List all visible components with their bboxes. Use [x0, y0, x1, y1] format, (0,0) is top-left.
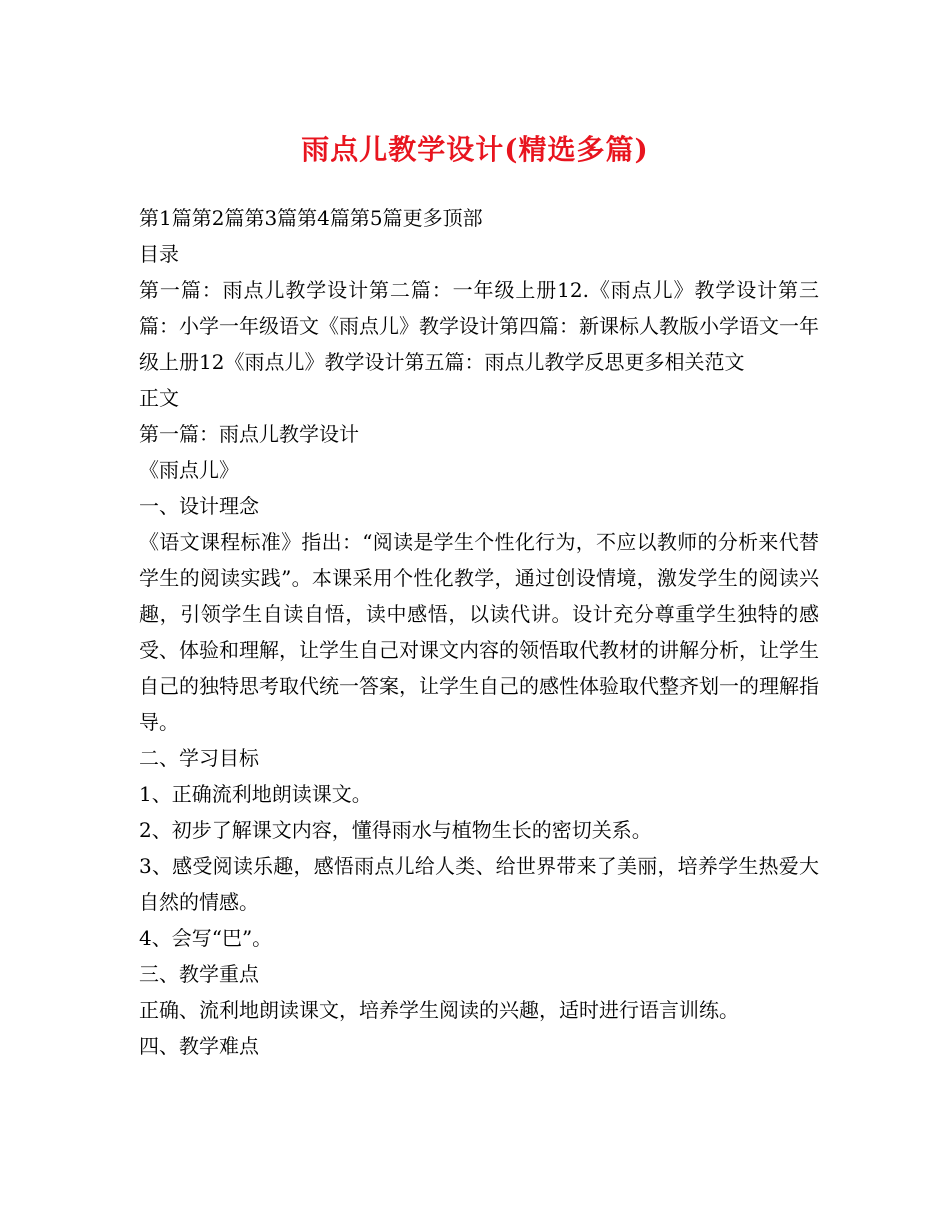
document-body — [139, 200, 819, 1064]
section-heading-design-concept: 一、设计理念 — [139, 494, 259, 518]
goal-item: 4、会写“巴”。 — [139, 926, 273, 950]
key-points-text: 正确、流利地朗读课文，培养学生阅读的兴趣，适时进行语言训练。 — [139, 998, 739, 1022]
design-concept-text: 《语文课程标准》指出：“阅读是学生个性化行为，不应以教师的分析来代替学生的阅读实践”。本课采用个性化教学，通过创设情境，激发学生的阅读兴趣，引领学生自读自悟，读中感悟，以读代讲。设计充分尊重学生独特的感受、体验和理解，让学生自己对课文内容的领悟取代教材的讲解分析，让学生自己的独特思考取代统一答案，让学生自己的感性体验取代整齐划一的理解指导。 — [139, 530, 819, 734]
goal-item: 3、感受阅读乐趣，感悟雨点儿给人类、给世界带来了美丽，培养学生热爱大自然的情感。 — [139, 854, 819, 914]
section-heading-key-points: 三、教学重点 — [139, 962, 259, 986]
goal-item: 2、初步了解课文内容，懂得雨水与植物生长的密切关系。 — [139, 818, 652, 842]
section-heading-difficulties: 四、教学难点 — [139, 1034, 259, 1058]
section-heading-learning-goals: 二、学习目标 — [139, 746, 259, 770]
document-title: 雨点儿教学设计(精选多篇) — [301, 133, 649, 166]
body-heading: 正文 — [139, 386, 179, 410]
lesson-name: 《雨点儿》 — [139, 458, 239, 482]
nav-links[interactable]: 第1篇第2篇第3篇第4篇第5篇更多顶部 — [139, 206, 483, 230]
toc-heading: 目录 — [139, 242, 179, 266]
toc-text: 第一篇：雨点儿教学设计第二篇：一年级上册12.《雨点儿》教学设计第三篇：小学一年级语文《雨点儿》教学设计第四篇：新课标人教版小学语文一年级上册12《雨点儿》教学设计第五篇：雨点儿教学反思更多相关范文 — [139, 278, 819, 374]
first-article-title: 第一篇：雨点儿教学设计 — [139, 422, 359, 446]
goal-item: 1、正确流利地朗读课文。 — [139, 782, 372, 806]
